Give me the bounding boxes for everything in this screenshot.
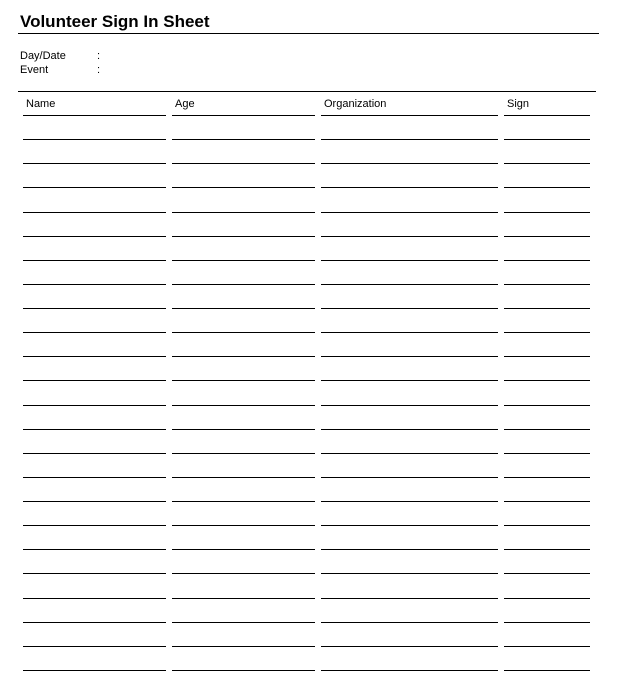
blank-organization-line bbox=[321, 525, 498, 526]
blank-name-line bbox=[23, 332, 166, 333]
table-row bbox=[0, 163, 617, 164]
blank-sign-line bbox=[504, 212, 590, 213]
blank-organization-line bbox=[321, 501, 498, 502]
blank-age-line bbox=[172, 429, 315, 430]
blank-age-line bbox=[172, 380, 315, 381]
blank-age-line bbox=[172, 115, 315, 116]
table-row bbox=[0, 260, 617, 261]
blank-organization-line bbox=[321, 549, 498, 550]
blank-sign-line bbox=[504, 139, 590, 140]
field-day-date-label: Day/Date bbox=[20, 50, 66, 62]
blank-organization-line bbox=[321, 332, 498, 333]
blank-name-line bbox=[23, 525, 166, 526]
blank-sign-line bbox=[504, 622, 590, 623]
blank-name-line bbox=[23, 212, 166, 213]
blank-organization-line bbox=[321, 573, 498, 574]
blank-name-line bbox=[23, 646, 166, 647]
blank-age-line bbox=[172, 212, 315, 213]
blank-name-line bbox=[23, 380, 166, 381]
blank-age-line bbox=[172, 453, 315, 454]
blank-name-line bbox=[23, 501, 166, 502]
table-row bbox=[0, 308, 617, 309]
column-header-name: Name bbox=[26, 98, 56, 110]
blank-sign-line bbox=[504, 308, 590, 309]
blank-sign-line bbox=[504, 670, 590, 671]
blank-name-line bbox=[23, 670, 166, 671]
blank-organization-line bbox=[321, 284, 498, 285]
blank-name-line bbox=[23, 260, 166, 261]
blank-organization-line bbox=[321, 356, 498, 357]
table-row bbox=[0, 501, 617, 502]
blank-sign-line bbox=[504, 332, 590, 333]
blank-sign-line bbox=[504, 356, 590, 357]
blank-age-line bbox=[172, 477, 315, 478]
blank-age-line bbox=[172, 163, 315, 164]
blank-age-line bbox=[172, 525, 315, 526]
table-row bbox=[0, 356, 617, 357]
blank-name-line bbox=[23, 115, 166, 116]
blank-organization-line bbox=[321, 477, 498, 478]
blank-name-line bbox=[23, 187, 166, 188]
blank-organization-line bbox=[321, 380, 498, 381]
blank-name-line bbox=[23, 405, 166, 406]
table-row bbox=[0, 212, 617, 213]
blank-sign-line bbox=[504, 284, 590, 285]
blank-organization-line bbox=[321, 670, 498, 671]
blank-age-line bbox=[172, 598, 315, 599]
blank-age-line bbox=[172, 670, 315, 671]
blank-name-line bbox=[23, 622, 166, 623]
table-row bbox=[0, 429, 617, 430]
table-row bbox=[0, 525, 617, 526]
title-divider bbox=[18, 33, 599, 34]
table-row bbox=[0, 477, 617, 478]
blank-organization-line bbox=[321, 139, 498, 140]
blank-organization-line bbox=[321, 212, 498, 213]
blank-sign-line bbox=[504, 477, 590, 478]
column-header-organization: Organization bbox=[324, 98, 387, 110]
table-row bbox=[0, 115, 617, 116]
blank-age-line bbox=[172, 573, 315, 574]
table-top-divider bbox=[18, 91, 596, 92]
blank-age-line bbox=[172, 139, 315, 140]
blank-age-line bbox=[172, 501, 315, 502]
blank-name-line bbox=[23, 356, 166, 357]
blank-name-line bbox=[23, 573, 166, 574]
blank-name-line bbox=[23, 139, 166, 140]
blank-age-line bbox=[172, 405, 315, 406]
blank-name-line bbox=[23, 284, 166, 285]
blank-sign-line bbox=[504, 163, 590, 164]
table-row bbox=[0, 670, 617, 671]
blank-sign-line bbox=[504, 598, 590, 599]
blank-name-line bbox=[23, 598, 166, 599]
blank-organization-line bbox=[321, 163, 498, 164]
blank-name-line bbox=[23, 453, 166, 454]
blank-sign-line bbox=[504, 501, 590, 502]
blank-sign-line bbox=[504, 429, 590, 430]
blank-sign-line bbox=[504, 525, 590, 526]
table-row bbox=[0, 405, 617, 406]
page-title: Volunteer Sign In Sheet bbox=[20, 12, 210, 31]
blank-sign-line bbox=[504, 260, 590, 261]
table-row bbox=[0, 284, 617, 285]
blank-sign-line bbox=[504, 405, 590, 406]
blank-organization-line bbox=[321, 405, 498, 406]
blank-name-line bbox=[23, 163, 166, 164]
blank-organization-line bbox=[321, 308, 498, 309]
blank-sign-line bbox=[504, 236, 590, 237]
blank-sign-line bbox=[504, 453, 590, 454]
blank-age-line bbox=[172, 332, 315, 333]
blank-organization-line bbox=[321, 429, 498, 430]
blank-age-line bbox=[172, 646, 315, 647]
table-row bbox=[0, 646, 617, 647]
table-row bbox=[0, 380, 617, 381]
table-row bbox=[0, 622, 617, 623]
blank-organization-line bbox=[321, 453, 498, 454]
blank-age-line bbox=[172, 236, 315, 237]
blank-name-line bbox=[23, 549, 166, 550]
table-row bbox=[0, 187, 617, 188]
field-day-date bbox=[20, 49, 101, 63]
column-header-age: Age bbox=[175, 98, 195, 110]
blank-organization-line bbox=[321, 115, 498, 116]
blank-age-line bbox=[172, 356, 315, 357]
blank-age-line bbox=[172, 260, 315, 261]
blank-age-line bbox=[172, 549, 315, 550]
field-day-date-separator: : bbox=[97, 50, 101, 62]
blank-name-line bbox=[23, 236, 166, 237]
table-row bbox=[0, 549, 617, 550]
field-event-separator: : bbox=[97, 64, 101, 76]
table-row bbox=[0, 598, 617, 599]
blank-age-line bbox=[172, 284, 315, 285]
table-row bbox=[0, 332, 617, 333]
blank-age-line bbox=[172, 308, 315, 309]
blank-organization-line bbox=[321, 622, 498, 623]
blank-sign-line bbox=[504, 187, 590, 188]
blank-name-line bbox=[23, 477, 166, 478]
blank-sign-line bbox=[504, 380, 590, 381]
table-row bbox=[0, 573, 617, 574]
blank-organization-line bbox=[321, 236, 498, 237]
table-row bbox=[0, 236, 617, 237]
blank-age-line bbox=[172, 187, 315, 188]
blank-age-line bbox=[172, 622, 315, 623]
blank-name-line bbox=[23, 429, 166, 430]
blank-organization-line bbox=[321, 646, 498, 647]
table-row bbox=[0, 139, 617, 140]
blank-organization-line bbox=[321, 187, 498, 188]
blank-sign-line bbox=[504, 573, 590, 574]
blank-sign-line bbox=[504, 115, 590, 116]
blank-name-line bbox=[23, 308, 166, 309]
blank-organization-line bbox=[321, 598, 498, 599]
table-row bbox=[0, 453, 617, 454]
blank-sign-line bbox=[504, 646, 590, 647]
column-header-sign: Sign bbox=[507, 98, 530, 110]
field-event bbox=[20, 63, 101, 77]
blank-sign-line bbox=[504, 549, 590, 550]
blank-organization-line bbox=[321, 260, 498, 261]
field-event-label: Event bbox=[20, 64, 49, 76]
